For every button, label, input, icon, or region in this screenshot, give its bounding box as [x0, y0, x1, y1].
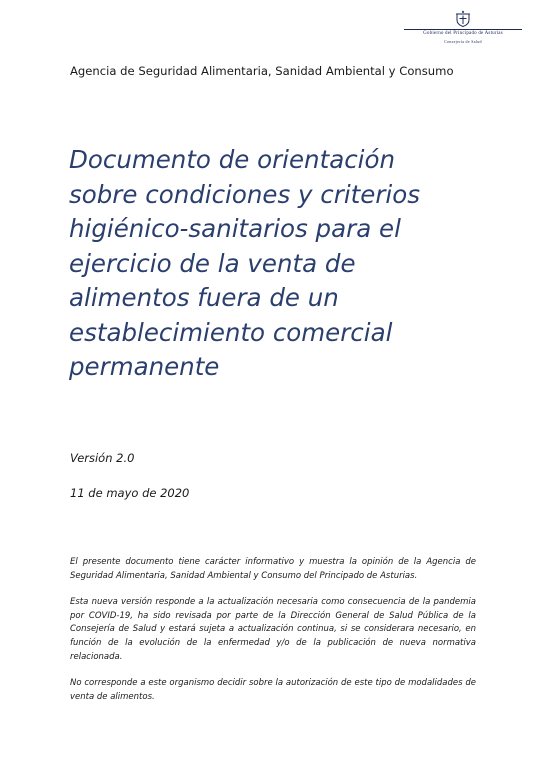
title-line: alimentos fuera de un [69, 283, 339, 312]
note-paragraph: El presente documento tiene carácter informativo y muestra la opinión de la Agencia de Seguridad Alimentaria, Sanidad Ambiental y Consumo del Principado de Asturias. [70, 557, 476, 581]
title-line: higiénico-sanitarios para el [69, 214, 401, 243]
government-logo [404, 10, 522, 44]
title-line: establecimiento comercial [69, 317, 393, 347]
logo-divider [404, 29, 522, 30]
note-paragraph: Esta nueva versión responde a la actualización necesaria como consecuencia de la pandemia por COVID-19, ha sido revisada por parte de la Dirección General de Salud Pública de la Consejería de Salud y estará sujeta a actualización continua, si se considerara necesario, en función de la evolución de la enfermedad y/o de la publicación de nueva normativa relacionada. [70, 597, 476, 662]
document-title [69, 143, 489, 385]
disclaimer-notes [70, 556, 476, 717]
document-date: 11 de mayo de 2020 [70, 486, 190, 500]
note-paragraph: No corresponde a este organismo decidir sobre la autorización de este tipo de modalidades de venta de alimentos. [70, 678, 476, 702]
agency-name: Agencia de Seguridad Alimentaria, Sanidad Ambiental y Consumo [70, 64, 454, 78]
logo-department-text: Consejería de Salud [444, 39, 482, 44]
title-line: permanente [69, 352, 220, 381]
title-line: ejercicio de la venta de [69, 248, 356, 278]
title-line: Documento de orientación [69, 145, 396, 174]
title-line: sobre condiciones y criterios [69, 179, 420, 209]
coat-of-arms-icon [454, 10, 472, 27]
logo-government-text: Gobierno del Principado de Asturias [423, 31, 503, 36]
document-version: Versión 2.0 [70, 451, 135, 465]
